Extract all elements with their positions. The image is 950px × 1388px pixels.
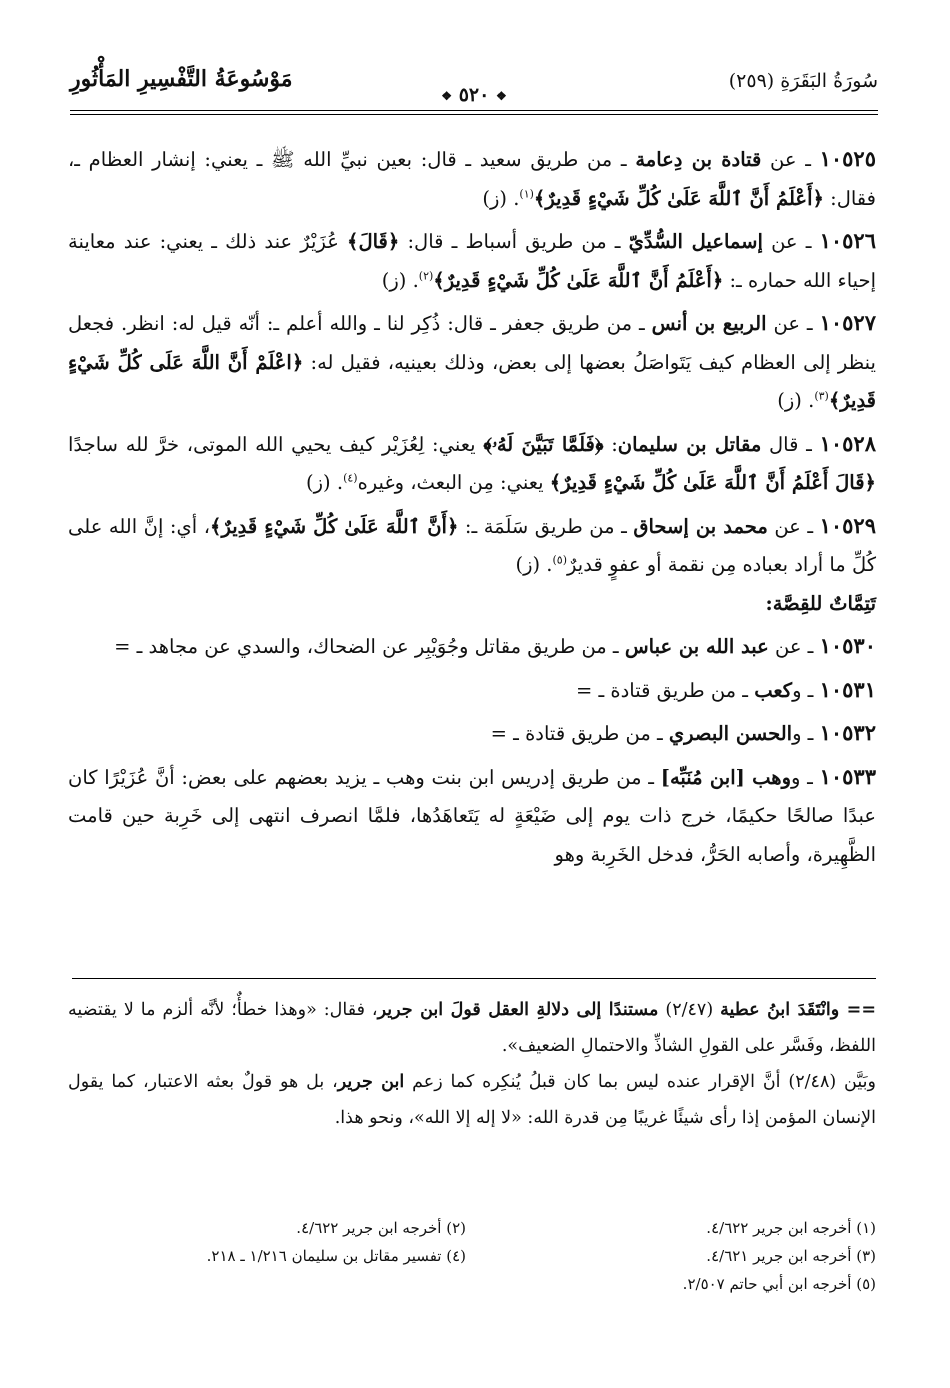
note-name: ابن جرير bbox=[337, 1072, 405, 1092]
footnote-ref: (٥) bbox=[552, 553, 568, 567]
main-text bbox=[68, 140, 876, 874]
narrator-name: مقاتل بن سليمان bbox=[617, 432, 762, 456]
narrator-name: محمد بن إسحاق bbox=[633, 514, 768, 538]
entry-text: ـ من طريق مقاتل وجُوَيْبِر عن الضحاك، والسدي عن مجاهد ـ = bbox=[114, 635, 625, 658]
narrator-name: قتادة بن دِعامة bbox=[635, 148, 762, 171]
entry-text: ـ و bbox=[792, 678, 820, 702]
entry-number: ١٠٥٢٩ bbox=[819, 512, 876, 538]
footnotes bbox=[68, 1214, 876, 1298]
narrator-name: إسماعيل السُّدِّيّ bbox=[628, 230, 763, 253]
note-text: مستندًا إلى دلالةِ العقل قولَ ابن جرير bbox=[377, 1000, 659, 1020]
entry-text: ـ عن bbox=[767, 514, 820, 538]
entry-text: ـ عن bbox=[761, 148, 820, 171]
commentary-notes bbox=[68, 992, 876, 1136]
entry-text: يعني: مِن البعث، وغيره bbox=[357, 471, 550, 494]
footnote: (١) أخرجه ابن جرير ٤/٦٢٢. bbox=[706, 1219, 876, 1237]
ornament-icon: ❖ bbox=[495, 89, 507, 103]
section-heading bbox=[68, 585, 876, 624]
note-text: == وانْتَقَدَ ابنُ عطية bbox=[720, 1000, 877, 1020]
entry-end: . (ز) bbox=[777, 389, 815, 412]
quran-quote: ﴿قَالَ أَعْلَمُ أَنَّ ٱللَّهَ عَلَىٰ كُلِّ شَيْءٍ قَدِيرٌ﴾ bbox=[549, 471, 876, 494]
entry-number: ١٠٥٣٠ bbox=[819, 633, 876, 658]
footnote-row bbox=[68, 1214, 876, 1242]
entry-end: . (ز) bbox=[306, 471, 344, 494]
entry-text: ـ و bbox=[791, 765, 820, 789]
entry-text: ـ عن bbox=[762, 230, 820, 253]
running-header bbox=[70, 62, 878, 104]
footnote-ref: (٣) bbox=[814, 389, 829, 403]
footnote: (٢) أخرجه ابن جرير ٤/٦٢٢. bbox=[296, 1219, 466, 1237]
footnote-ref: (٢) bbox=[418, 269, 434, 282]
entry-text: : bbox=[603, 432, 618, 456]
ornament-icon: ❖ bbox=[441, 89, 453, 103]
note-clarification bbox=[68, 1064, 876, 1136]
quran-quote: ﴿اعْلَمْ أَنَّ اللَّهَ عَلَى كُلِّ شَيْءٍ قَدِيرٌ﴾ bbox=[68, 350, 876, 412]
section-heading-text: تَتِمَّاتٌ للقِصَّة: bbox=[765, 591, 876, 615]
entry-text: ـ من طريق سعيد ـ قال: بعين نبيِّ الله ﷺ ـ يعني: إنشار العظام ـ، فقال: bbox=[68, 148, 876, 210]
entry-10531 bbox=[68, 671, 876, 711]
entry-text: ـ من طريق قتادة ـ = bbox=[575, 678, 755, 702]
entry-number: ١٠٥٣١ bbox=[819, 676, 876, 702]
entry-10530 bbox=[68, 627, 876, 667]
header-rule bbox=[70, 110, 878, 111]
entry-10532 bbox=[68, 714, 876, 754]
narrator-name: الحسن البصري bbox=[668, 722, 793, 745]
quran-quote: ﴿أَنَّ ٱللَّهَ عَلَىٰ كُلِّ شَيْءٍ قَدِيرٌ﴾ bbox=[210, 514, 459, 538]
entry-number: ١٠٥٢٦ bbox=[819, 228, 876, 253]
notes-rule bbox=[72, 978, 876, 979]
narrator-name: كعب bbox=[754, 678, 793, 702]
page-number-block bbox=[70, 84, 878, 106]
entry-10528 bbox=[68, 425, 876, 503]
surah-title: سُورَةُ البَقَرَةِ (٢٥٩) bbox=[728, 70, 878, 92]
note-ibn-atiyya bbox=[68, 992, 876, 1064]
entry-text: ـ من طريق قتادة ـ = bbox=[490, 722, 669, 745]
entry-text: ـ من طريق أسباط ـ قال: bbox=[399, 230, 629, 253]
narrator-name: وهب [ابن مُنَبِّه] bbox=[660, 765, 792, 789]
narrator-name: الربيع بن أنس bbox=[651, 312, 767, 335]
entry-number: ١٠٥٣٣ bbox=[819, 763, 876, 789]
quran-quote: ﴿أَعْلَمُ أَنَّ ٱللَّهَ عَلَىٰ كُلِّ شَيْءٍ قَدِيرٌ﴾ bbox=[533, 186, 824, 210]
entry-end: . (ز) bbox=[381, 268, 419, 292]
entry-text: ـ عن bbox=[766, 312, 820, 335]
note-text: (٢/٤٧) bbox=[658, 1000, 721, 1020]
footnote-row bbox=[68, 1270, 876, 1298]
entry-end: . (ز) bbox=[515, 553, 553, 576]
entry-text: عُزَيْرٌ عند ذلك ـ يعني: عند معاينة إحياء الله حماره ـ: bbox=[68, 230, 876, 292]
entry-number: ١٠٥٢٧ bbox=[819, 310, 876, 335]
entry-10529 bbox=[68, 507, 876, 585]
entry-number: ١٠٥٣٢ bbox=[819, 720, 876, 745]
entry-text: ـ قال bbox=[761, 432, 820, 456]
entry-text: يعني: لِعُزَيْر كيف يحيي الله الموتى، خرَّ لله ساجدًا bbox=[68, 432, 484, 456]
quran-quote: ﴿قَالَ﴾ bbox=[347, 230, 400, 253]
footnote-ref: (٤) bbox=[343, 471, 358, 485]
entry-text: ـ من طريق سَلَمَة ـ: bbox=[458, 514, 634, 538]
note-text: وبَيَّن (٢/٤٨) أنَّ الإقرار عنده ليس بما كان قبلُ يُنكِره كما زعم bbox=[404, 1072, 876, 1092]
page-number: ٥٢٠ bbox=[458, 84, 490, 106]
entry-text: ـ عن bbox=[768, 635, 820, 658]
entry-number: ١٠٥٢٥ bbox=[819, 146, 876, 171]
footnote: (٥) أخرجه ابن أبي حاتم ٢/٥٠٧. bbox=[682, 1275, 876, 1293]
entry-10527 bbox=[68, 304, 876, 421]
quran-quote: ﴿فَلَمَّا تَبَيَّنَ لَهُۥ﴾ bbox=[483, 432, 604, 456]
note-text: ، بل هو قولٌ بعثه الاعتبار، كما يقول الإنسان المؤمن إذا رأى شيئًا غريبًا مِن قدرة الله: «لا إله إلا الله»، ونحو هذا. bbox=[68, 1072, 876, 1128]
footnote: (٣) أخرجه ابن جرير ٤/٦٢١. bbox=[706, 1247, 876, 1265]
entry-end: . (ز) bbox=[482, 186, 520, 210]
quran-quote: ﴿أَعْلَمُ أَنَّ ٱللَّهَ عَلَىٰ كُلِّ شَيْءٍ قَدِيرٌ﴾ bbox=[433, 268, 724, 292]
header-rule bbox=[70, 114, 878, 115]
entry-10526 bbox=[68, 222, 876, 300]
entry-10533 bbox=[68, 758, 876, 875]
entry-text: ـ و bbox=[792, 722, 820, 745]
entry-number: ١٠٥٢٨ bbox=[819, 430, 876, 456]
book-title: مَوْسُوعَةُ التَّفْسِيرِ المَأْثُورِ bbox=[70, 66, 293, 92]
note-text: ، فقال: «وهذا خطأٌ؛ لأنَّه ألزم ما لا يقتضيه اللفظ، وفَسَّر على القولِ الشاذِّ والاحتمالِ الضعيف». bbox=[68, 1000, 876, 1056]
entry-text: ، أي: إنَّ الله على كُلِّ ما أراد بعباده مِن نقمة أو عفوٍ قديرٌ bbox=[68, 514, 876, 576]
narrator-name: عبد الله بن عباس bbox=[624, 635, 769, 658]
entry-text: ـ من طريق إدريس ابن بنت وهب ـ يزيد بعضهم على بعض: أنَّ عُزَيْرًا كان عبدًا صالحًا حكيمًا، خرج ذات يوم إلى ضَيْعَةٍ له يَتَعاهَدُها، فلمَّا انصرف انتهى إلى خَرِبة حين قامت الظَّهِيرة، وأصابه الحَرُّ، فدخل الخَرِبة وهو bbox=[68, 765, 876, 866]
entry-text: ـ من طريق جعفر ـ قال: ذُكِر لنا ـ والله أعلم ـ: أنّه قيل له: انظر. فجعل ينظر إلى العظام كيف يَتَواصَلُ بعضها إلى بعض، وذلك بعينيه، فقيل له: bbox=[68, 312, 876, 374]
footnote-row bbox=[68, 1242, 876, 1270]
footnote-ref: (١) bbox=[519, 187, 534, 200]
entry-10525 bbox=[68, 140, 876, 218]
footnote: (٤) تفسير مقاتل بن سليمان ١/٢١٦ ـ ٢١٨. bbox=[206, 1247, 466, 1265]
